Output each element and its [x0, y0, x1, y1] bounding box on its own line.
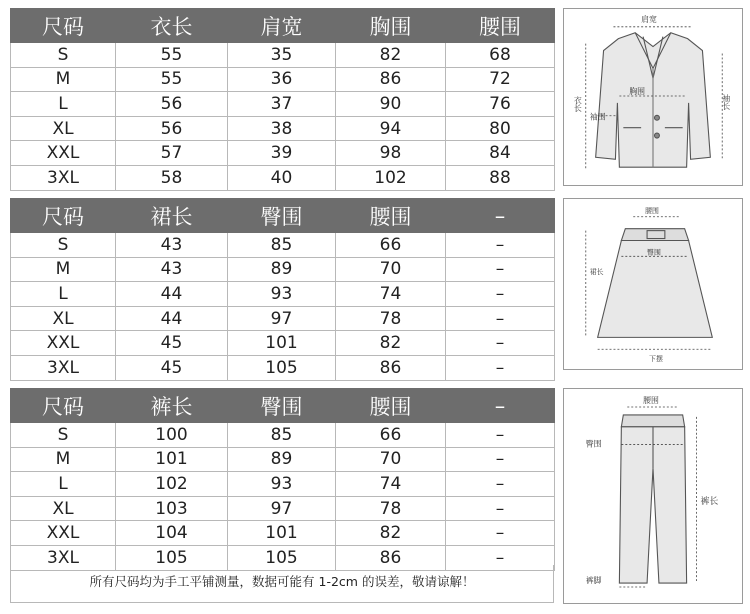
value-cell: –: [446, 447, 555, 472]
skirt-measurement-diagram: [563, 198, 743, 370]
header-waist: 腰围: [446, 9, 555, 43]
value-cell: 90: [336, 92, 446, 117]
table-row: [11, 67, 555, 92]
value-cell: 43: [116, 233, 228, 258]
value-cell: 105: [228, 545, 336, 570]
value-cell: 45: [116, 355, 228, 380]
value-cell: 78: [336, 306, 446, 331]
header-pants-length: 裤长: [116, 389, 228, 423]
value-cell: 44: [116, 282, 228, 307]
header-hip: 臀围: [228, 389, 336, 423]
value-cell: 97: [228, 306, 336, 331]
size-cell: XL: [11, 496, 116, 521]
value-cell: 105: [116, 545, 228, 570]
value-cell: 84: [446, 141, 555, 166]
value-cell: 102: [116, 472, 228, 497]
length-label: 衣长: [573, 96, 583, 112]
value-cell: 102: [336, 165, 446, 190]
table-row: [11, 282, 555, 307]
size-cell: S: [11, 43, 116, 68]
jacket-illustration: [564, 9, 742, 185]
value-cell: –: [446, 496, 555, 521]
leg-opening-label: 裤脚: [585, 576, 602, 586]
value-cell: 44: [116, 306, 228, 331]
value-cell: 86: [336, 355, 446, 380]
value-cell: 55: [116, 43, 228, 68]
value-cell: –: [446, 257, 555, 282]
value-cell: –: [446, 355, 555, 380]
waist-label: 腰围: [645, 206, 659, 215]
value-cell: 35: [228, 43, 336, 68]
value-cell: 88: [446, 165, 555, 190]
size-cell: 3XL: [11, 545, 116, 570]
header-empty: –: [446, 389, 555, 423]
value-cell: –: [446, 282, 555, 307]
value-cell: 37: [228, 92, 336, 117]
header-shoulder: 肩宽: [228, 9, 336, 43]
value-cell: 39: [228, 141, 336, 166]
hip-label: 臀围: [585, 439, 602, 449]
size-cell: M: [11, 257, 116, 282]
value-cell: 45: [116, 331, 228, 356]
skirt-length-label: 裙长: [589, 268, 604, 277]
header-length: 衣长: [116, 9, 228, 43]
table-header-row: [11, 199, 555, 233]
value-cell: 55: [116, 67, 228, 92]
size-cell: 3XL: [11, 165, 116, 190]
header-empty: –: [446, 199, 555, 233]
table-row: [11, 92, 555, 117]
value-cell: 85: [228, 423, 336, 448]
size-cell: L: [11, 472, 116, 497]
value-cell: –: [446, 472, 555, 497]
table-row: [11, 233, 555, 258]
value-cell: 86: [336, 545, 446, 570]
value-cell: 89: [228, 447, 336, 472]
value-cell: 56: [116, 116, 228, 141]
size-cell: S: [11, 423, 116, 448]
value-cell: 70: [336, 447, 446, 472]
table-row: [11, 472, 555, 497]
size-cell: XXL: [11, 331, 116, 356]
value-cell: 82: [336, 521, 446, 546]
header-size: 尺码: [11, 199, 116, 233]
size-cell: XL: [11, 306, 116, 331]
header-hip: 臀围: [228, 199, 336, 233]
value-cell: 58: [116, 165, 228, 190]
pants-measurement-diagram: [563, 388, 743, 604]
value-cell: 89: [228, 257, 336, 282]
value-cell: –: [446, 331, 555, 356]
jacket-size-table: [10, 8, 555, 191]
jacket-measurement-diagram: [563, 8, 743, 186]
table-row: [11, 165, 555, 190]
sleeve-label: 袖长: [721, 94, 731, 110]
value-cell: 56: [116, 92, 228, 117]
value-cell: 101: [228, 331, 336, 356]
header-waist: 腰围: [336, 199, 446, 233]
value-cell: 38: [228, 116, 336, 141]
pants-illustration: [564, 389, 742, 603]
size-cell: 3XL: [11, 355, 116, 380]
value-cell: 104: [116, 521, 228, 546]
value-cell: 103: [116, 496, 228, 521]
table-row: [11, 423, 555, 448]
value-cell: 82: [336, 331, 446, 356]
table-row: [11, 447, 555, 472]
value-cell: 82: [336, 43, 446, 68]
pants-size-table: [10, 388, 555, 571]
table-row: [11, 331, 555, 356]
value-cell: 101: [116, 447, 228, 472]
shoulder-label: 肩宽: [641, 14, 657, 24]
table-header-row: [11, 9, 555, 43]
value-cell: 68: [446, 43, 555, 68]
table-row: [11, 116, 555, 141]
header-skirt-length: 裙长: [116, 199, 228, 233]
value-cell: 36: [228, 67, 336, 92]
value-cell: 57: [116, 141, 228, 166]
header-size: 尺码: [11, 9, 116, 43]
value-cell: –: [446, 423, 555, 448]
value-cell: 76: [446, 92, 555, 117]
size-cell: L: [11, 92, 116, 117]
table-row: [11, 141, 555, 166]
value-cell: 97: [228, 496, 336, 521]
value-cell: –: [446, 306, 555, 331]
value-cell: 72: [446, 67, 555, 92]
size-cell: M: [11, 67, 116, 92]
value-cell: 74: [336, 472, 446, 497]
value-cell: 105: [228, 355, 336, 380]
value-cell: –: [446, 545, 555, 570]
value-cell: 100: [116, 423, 228, 448]
value-cell: 85: [228, 233, 336, 258]
value-cell: 80: [446, 116, 555, 141]
value-cell: 98: [336, 141, 446, 166]
value-cell: 43: [116, 257, 228, 282]
value-cell: 94: [336, 116, 446, 141]
table-row: [11, 43, 555, 68]
value-cell: 70: [336, 257, 446, 282]
value-cell: 93: [228, 472, 336, 497]
header-waist: 腰围: [336, 389, 446, 423]
size-cell: XXL: [11, 521, 116, 546]
chest-label: 胸围: [629, 87, 646, 97]
value-cell: 86: [336, 67, 446, 92]
skirt-size-table: [10, 198, 555, 381]
header-size: 尺码: [11, 389, 116, 423]
table-row: [11, 257, 555, 282]
value-cell: 78: [336, 496, 446, 521]
value-cell: 40: [228, 165, 336, 190]
value-cell: 66: [336, 233, 446, 258]
skirt-illustration: [564, 199, 742, 369]
cuff-label: 袖围: [589, 112, 606, 122]
size-cell: XL: [11, 116, 116, 141]
table-header-row: [11, 389, 555, 423]
size-cell: L: [11, 282, 116, 307]
size-cell: XXL: [11, 141, 116, 166]
measurement-footnote: 所有尺码均为手工平铺测量，数据可能有 1-2cm 的误差，敬请谅解！: [10, 565, 554, 603]
pants-length-label: 裤长: [700, 496, 719, 507]
value-cell: –: [446, 521, 555, 546]
value-cell: 74: [336, 282, 446, 307]
table-row: [11, 355, 555, 380]
size-cell: M: [11, 447, 116, 472]
hip-label: 臀围: [647, 248, 661, 257]
value-cell: 93: [228, 282, 336, 307]
table-row: [11, 521, 555, 546]
size-cell: S: [11, 233, 116, 258]
value-cell: 66: [336, 423, 446, 448]
value-cell: –: [446, 233, 555, 258]
waist-label: 腰围: [643, 396, 659, 406]
table-row: [11, 496, 555, 521]
hem-label: 下摆: [649, 355, 663, 364]
table-row: [11, 306, 555, 331]
value-cell: 101: [228, 521, 336, 546]
header-chest: 胸围: [336, 9, 446, 43]
